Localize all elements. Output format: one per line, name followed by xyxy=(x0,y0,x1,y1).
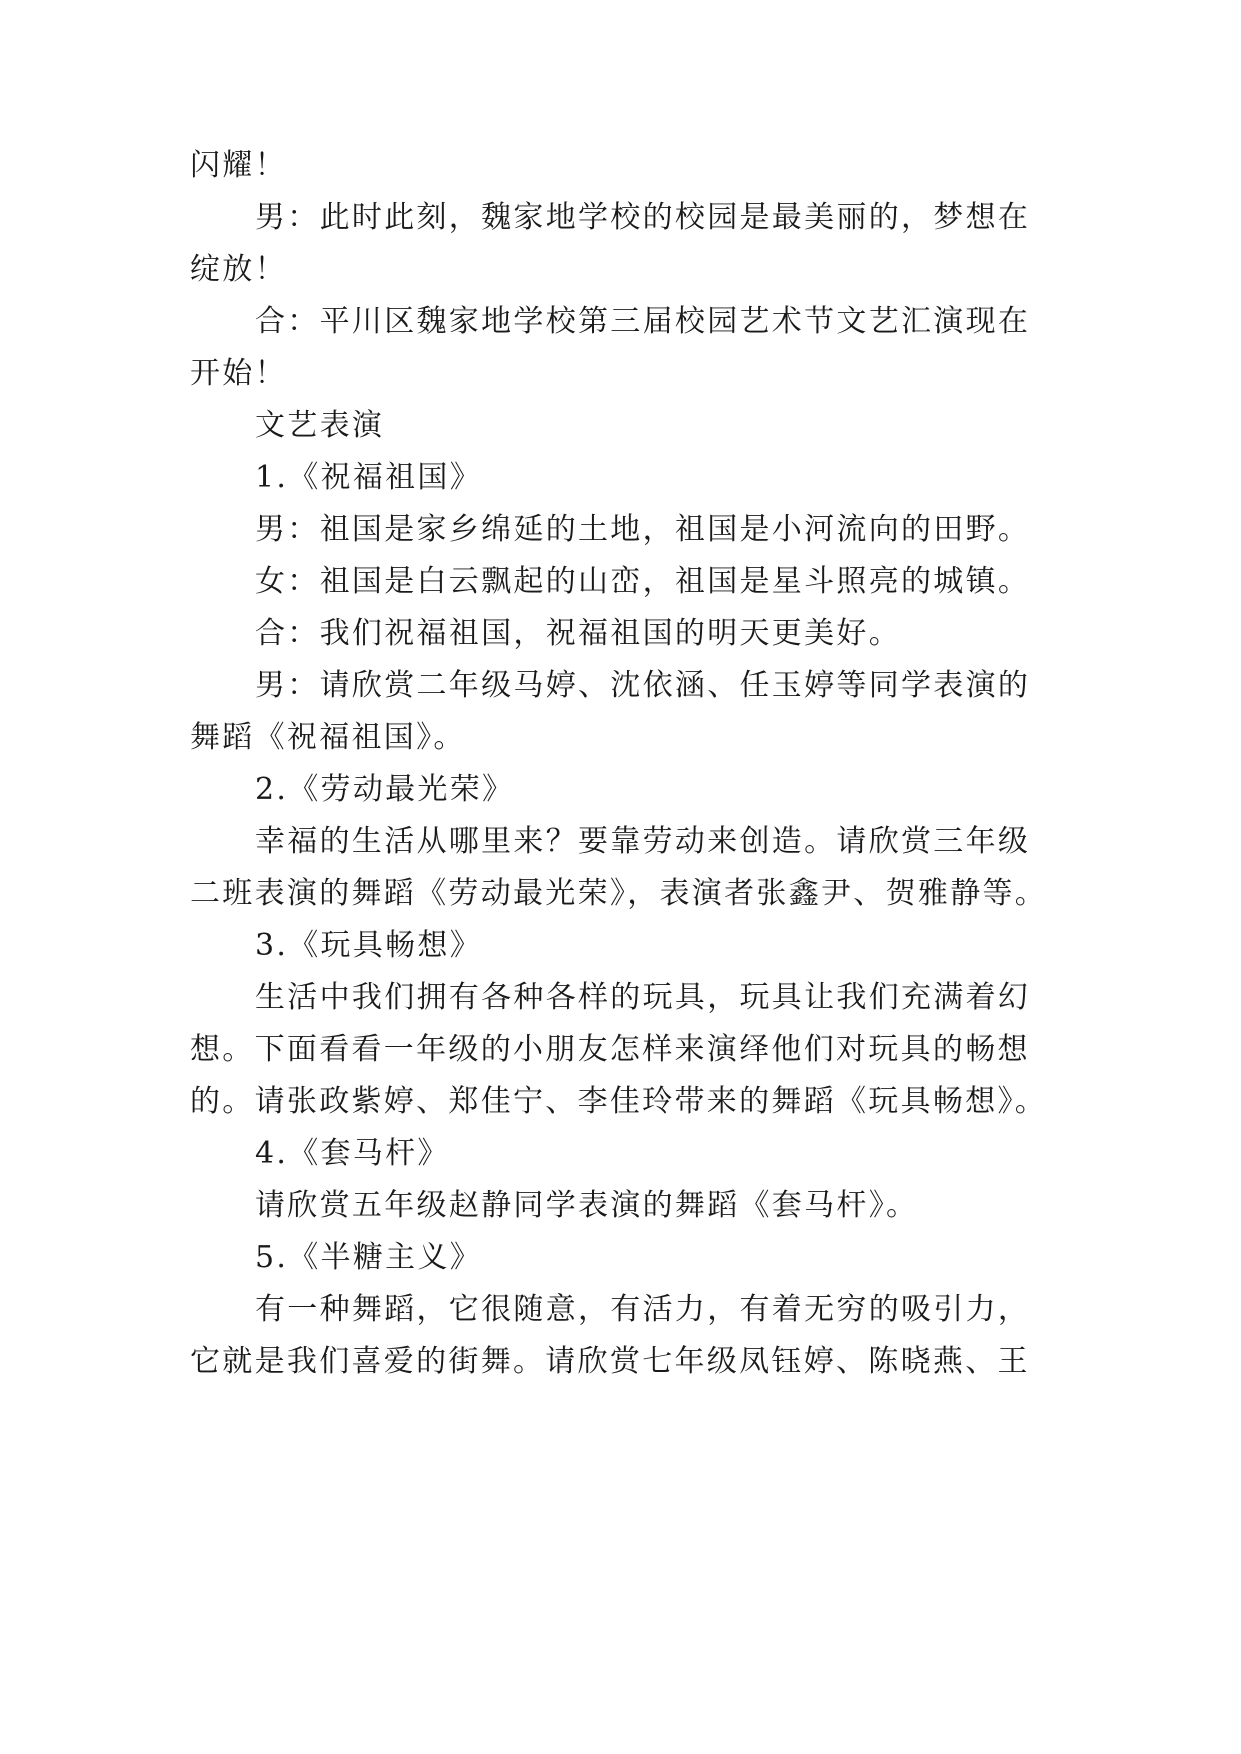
text-line: 闪耀！ xyxy=(190,148,287,183)
text-line: 合：平川区魏家地学校第三届校园艺术节文艺汇演现在 xyxy=(255,304,1031,339)
section-heading: 文艺表演 xyxy=(255,408,385,443)
text-line: 女：祖国是白云飘起的山峦，祖国是星斗照亮的城镇。 xyxy=(255,564,1031,599)
program-title: 5.《半糖主义》 xyxy=(255,1240,483,1275)
text-line: 生活中我们拥有各种各样的玩具，玩具让我们充满着幻 xyxy=(255,980,1031,1015)
text-line: 合：我们祝福祖国，祝福祖国的明天更美好。 xyxy=(255,616,901,651)
program-title: 3.《玩具畅想》 xyxy=(255,928,483,963)
text-line: 幸福的生活从哪里来？要靠劳动来创造。请欣赏三年级 xyxy=(255,824,1031,859)
text-line: 开始！ xyxy=(190,356,287,391)
text-line: 男：请欣赏二年级马婷、沈依涵、任玉婷等同学表演的 xyxy=(255,668,1031,703)
text-line: 有一种舞蹈，它很随意，有活力，有着无穷的吸引力， xyxy=(255,1292,1031,1327)
program-title: 4.《套马杆》 xyxy=(255,1136,450,1171)
text-line: 绽放！ xyxy=(190,252,287,287)
text-line: 它就是我们喜爱的街舞。请欣赏七年级凤钰婷、陈晓燕、王 xyxy=(190,1344,1030,1379)
text-line: 男：此时此刻，魏家地学校的校园是最美丽的，梦想在 xyxy=(255,200,1031,235)
text-line: 男：祖国是家乡绵延的土地，祖国是小河流向的田野。 xyxy=(255,512,1031,547)
text-line: 想。下面看看一年级的小朋友怎样来演绎他们对玩具的畅想 xyxy=(190,1032,1030,1067)
program-title: 1.《祝福祖国》 xyxy=(255,460,483,495)
text-line: 的。请张政紫婷、郑佳宁、李佳玲带来的舞蹈《玩具畅想》。 xyxy=(190,1084,1048,1119)
text-line: 舞蹈《祝福祖国》。 xyxy=(190,720,466,755)
program-title: 2.《劳动最光荣》 xyxy=(255,772,515,807)
text-line: 请欣赏五年级赵静同学表演的舞蹈《套马杆》。 xyxy=(255,1188,919,1223)
text-line: 二班表演的舞蹈《劳动最光荣》，表演者张鑫尹、贺雅静等。 xyxy=(190,876,1048,911)
